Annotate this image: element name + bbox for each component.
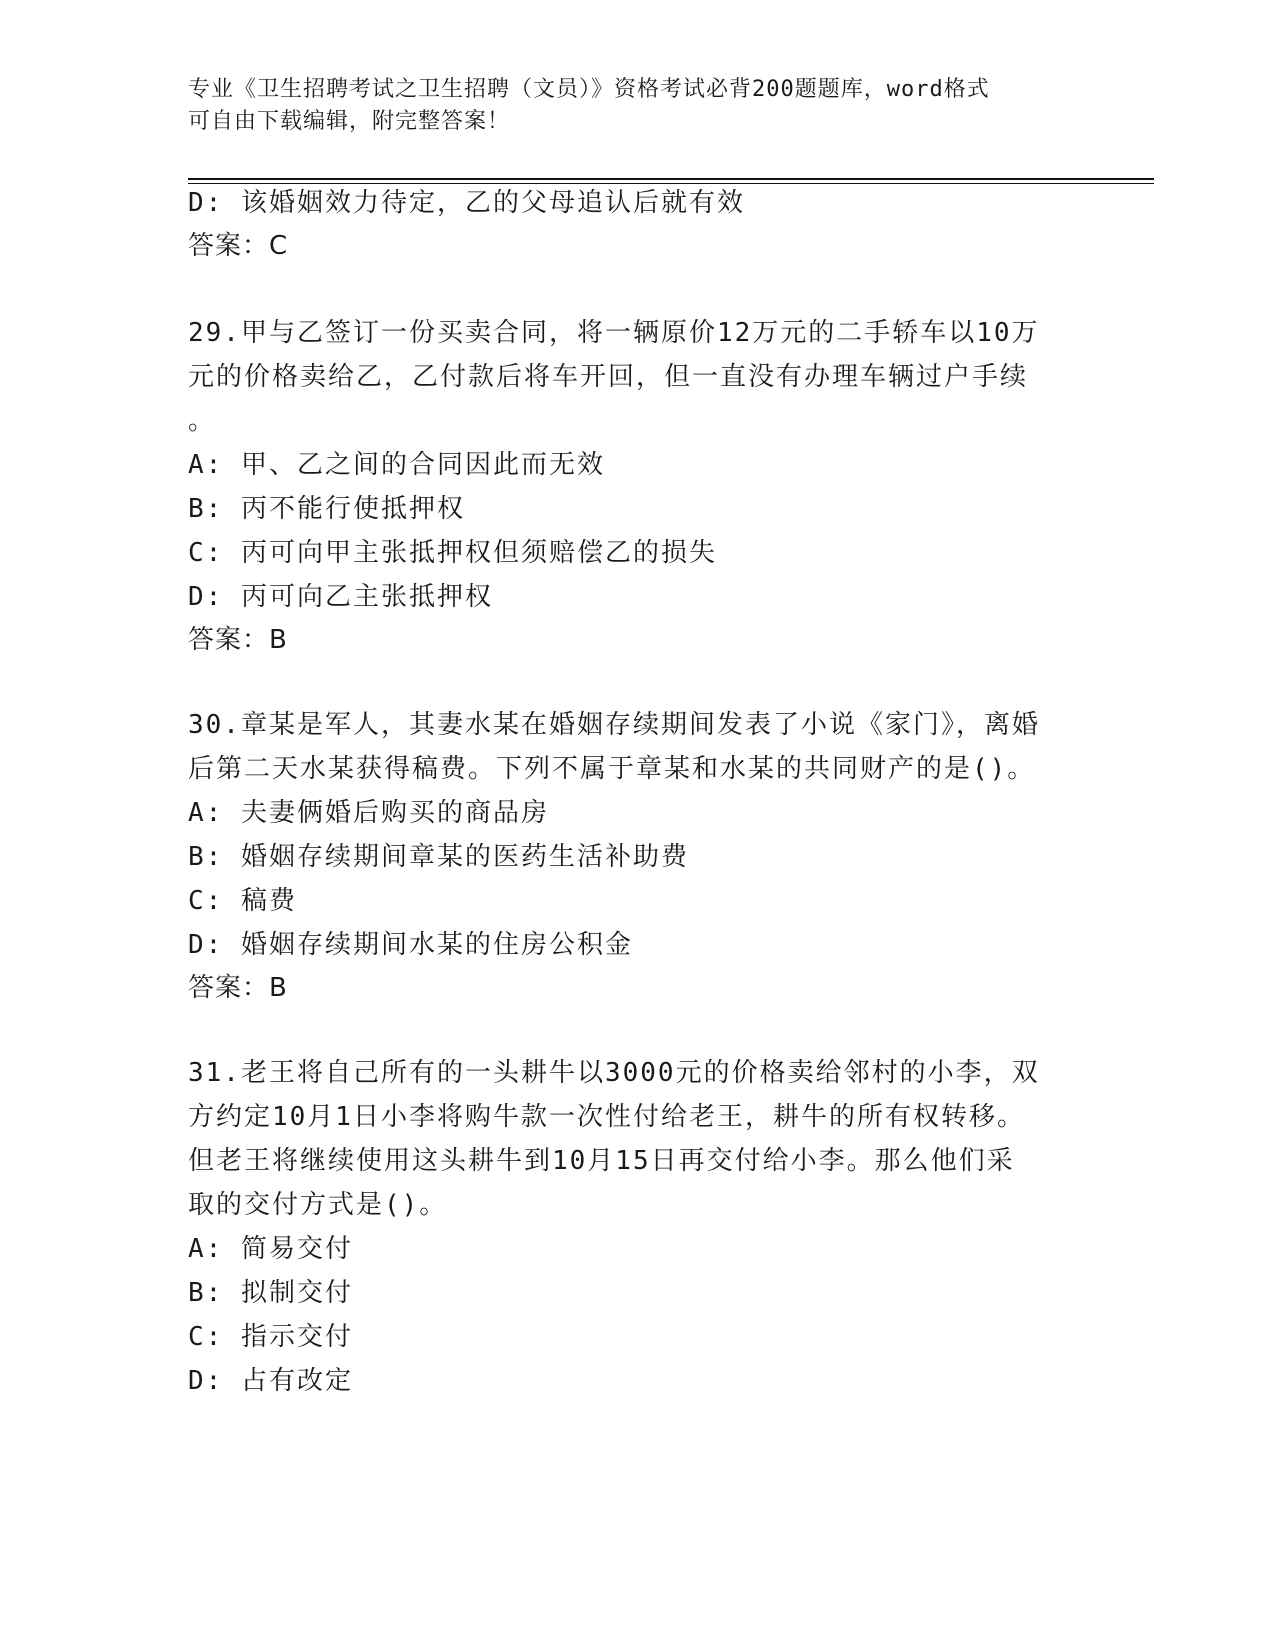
q31-stem-line-3: 但老王将继续使用这头耕牛到10月15日再交付给小李。那么他们采 bbox=[188, 1146, 1015, 1176]
q31-option-a: A: 简易交付 bbox=[188, 1234, 353, 1264]
q31-option-d: D: 占有改定 bbox=[188, 1366, 353, 1396]
header-title-line-2: 可自由下载编辑，附完整答案！ bbox=[188, 109, 511, 134]
q30-option-c: C: 稿费 bbox=[188, 886, 297, 916]
q29-option-c: C: 丙可向甲主张抵押权但须赔偿乙的损失 bbox=[188, 538, 717, 568]
q31-option-b: B: 拟制交付 bbox=[188, 1278, 353, 1308]
q30-option-a: A: 夫妻俩婚后购买的商品房 bbox=[188, 798, 549, 828]
q31-stem-line-1: 31.老王将自己所有的一头耕牛以3000元的价格卖给邻村的小李，双 bbox=[188, 1058, 1040, 1088]
q30-answer: 答案：B bbox=[188, 973, 288, 1003]
q29-option-a: A: 甲、乙之间的合同因此而无效 bbox=[188, 450, 605, 480]
q31-option-c: C: 指示交付 bbox=[188, 1322, 353, 1352]
q29-answer: 答案：B bbox=[188, 625, 288, 655]
q28-option-d: D: 该婚姻效力待定，乙的父母追认后就有效 bbox=[188, 188, 745, 218]
q29-option-d: D: 丙可向乙主张抵押权 bbox=[188, 582, 493, 612]
q29-stem-line-3: 。 bbox=[188, 406, 217, 436]
q28-answer: 答案：C bbox=[188, 231, 289, 261]
q31-stem-line-4: 取的交付方式是()。 bbox=[188, 1190, 448, 1220]
q29-stem-line-2: 元的价格卖给乙，乙付款后将车开回，但一直没有办理车辆过户手续 bbox=[188, 362, 1029, 392]
q30-stem-line-2: 后第二天水某获得稿费。下列不属于章某和水某的共同财产的是()。 bbox=[188, 754, 1036, 784]
header-title-line-1: 专业《卫生招聘考试之卫生招聘（文员）》资格考试必背200题题库，word格式 bbox=[188, 77, 990, 102]
q29-stem-line-1: 29.甲与乙签订一份买卖合同，将一辆原价12万元的二手轿车以10万 bbox=[188, 318, 1040, 348]
q31-stem-line-2: 方约定10月1日小李将购牛款一次性付给老王，耕牛的所有权转移。 bbox=[188, 1102, 1025, 1132]
q29-option-b: B: 丙不能行使抵押权 bbox=[188, 494, 465, 524]
q30-stem-line-1: 30.章某是军人，其妻水某在婚姻存续期间发表了小说《家门》，离婚 bbox=[188, 710, 1040, 740]
q30-option-d: D: 婚姻存续期间水某的住房公积金 bbox=[188, 930, 633, 960]
document-header bbox=[188, 74, 1068, 138]
q30-option-b: B: 婚姻存续期间章某的医药生活补助费 bbox=[188, 842, 689, 872]
